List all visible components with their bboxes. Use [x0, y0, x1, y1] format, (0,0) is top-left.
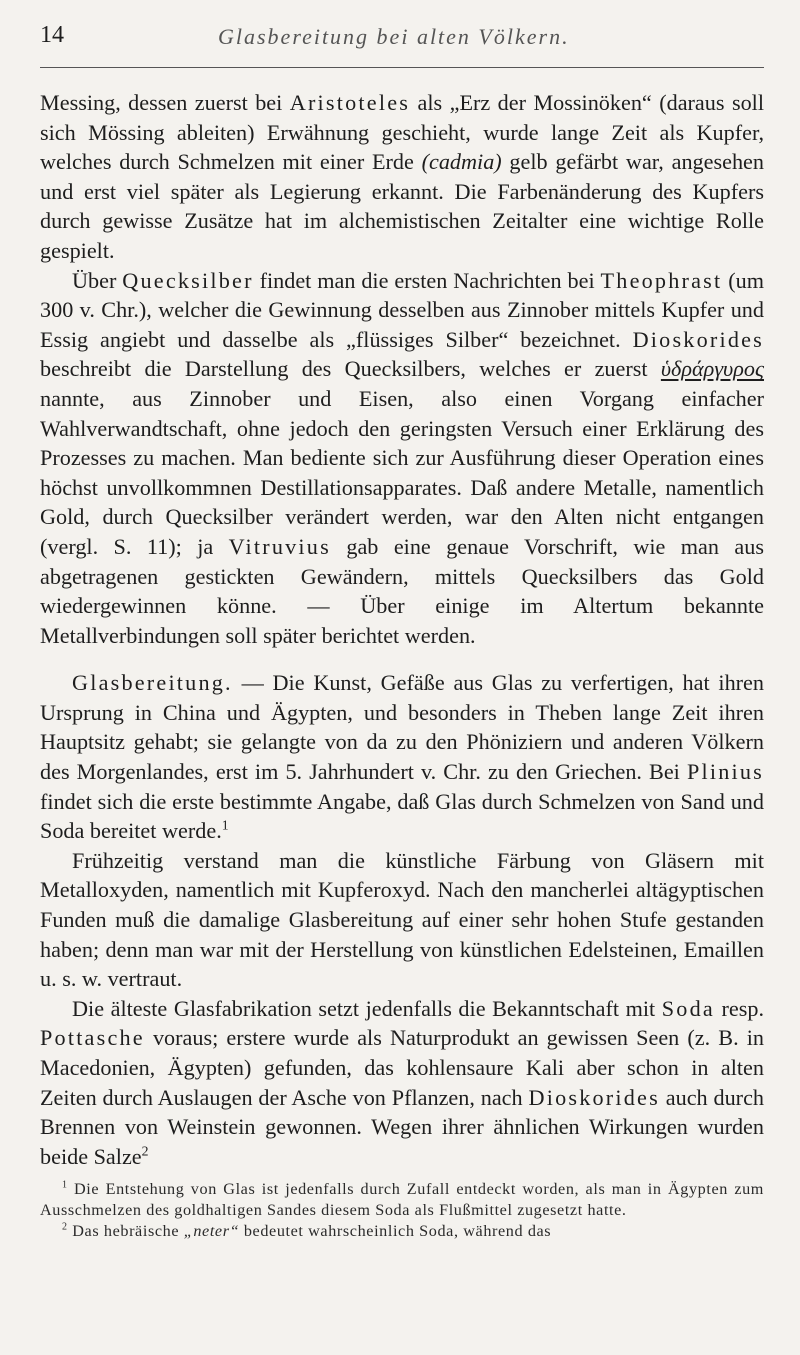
text-run: voraus; erstere wurde als Naturprodukt an gewissen Seen (z. B. in Macedonien, Ägypten) gefunden, das kohlensaure Kali aber schon in alten Zeiten durch Auslaugen der Asche von Pflanzen, nach [40, 1025, 764, 1110]
name-plinius: Plinius [686, 759, 764, 785]
body-text [40, 88, 764, 1171]
text-run: beschreibt die Darstellung des Quecksilbers, welches er zuerst [40, 356, 661, 382]
running-header [40, 12, 764, 68]
footnote-ref-1[interactable]: 1 [221, 817, 229, 833]
text-run: als „Erz der Mossinöken“ (daraus soll sich Mössing ableiten) Erwähnung geschieht, wurde lange Zeit als Kupfer, welches durch Schmelzen mit einer Erde [40, 90, 765, 175]
paragraph-glasbereitung [40, 668, 764, 846]
name-vitruvius: Vitruvius [228, 533, 331, 559]
name-dioskorides: Dioskorides [632, 326, 764, 352]
text-run: (um 300 v. Chr.), welcher die Gewinnung desselben aus Zinnober mittels Kupfer und Essig angiebt und dasselbe als „flüssiges Silber“ bezeichnet. [40, 267, 765, 352]
text-run: — Die Kunst, Gefäße aus Glas zu verfertigen, hat ihren Ursprung in China und Ägypten, und besonders in Theben lange Zeit ihren Hauptsitz gehabt; sie gelangte von da zu den Phöniziern und anderen Völkern des Morgenlandes, erst im 5. Jahrhundert v. Chr. zu den Griechen. Bei [40, 670, 764, 785]
name-dioskorides-2: Dioskorides [528, 1084, 660, 1110]
footnotes [40, 1179, 764, 1242]
paragraph-faerbung [40, 846, 764, 994]
footnote-mark-2: 2 [62, 1221, 68, 1233]
paragraph-quecksilber [40, 266, 764, 651]
text-run: Über [72, 267, 123, 293]
page-number: 14 [40, 22, 64, 48]
text-run: nannte, aus Zinnober und Eisen, also einen Vorgang einfacher Wahlverwandtschaft, ohne jedoch den geringsten Versuch einer Erklärung des Prozesses zu machen. Man bediente sich zur Ausführung dieser Operation eines höchst unvollkommnen Destillationsapparates. Daß andere Metalle, namentlich Gold, durch Quecksilber verändert werden, war den Alten nicht entgangen (vergl. S. 11); ja [40, 385, 764, 559]
paragraph-messing [40, 88, 764, 266]
greek-term: ὑδράργυρος [660, 356, 764, 382]
text-run: gelb gefärbt war, angesehen und erst viel später als Legierung erkannt. Die Farbenänderung des Kupfers durch gewisse Zusätze hat im alchemistischen Zeitalter eine wichtige Rolle gespielt. [40, 149, 764, 263]
footnote-ref-2[interactable]: 2 [141, 1143, 149, 1159]
text-run: gab eine genaue Vorschrift, wie man aus abgetragenen gestickten Gewändern, mittels Quecksilbers das Gold wiedergewinnen könne. — Über einige im Altertum bekannte Metallverbindungen soll später berichtet werden. [40, 533, 764, 648]
text-run: findet sich die erste bestimmte Angabe, daß Glas durch Schmelzen von Sand und Soda bereitet werde. [40, 788, 764, 844]
term-cadmia: (cadmia) [421, 149, 502, 175]
section-heading-glasbereitung: Glasbereitung. [72, 670, 233, 696]
paragraph-glasfabrikation [40, 994, 764, 1172]
text-run: Messing, dessen zuerst bei [40, 90, 290, 115]
text-run: resp. [714, 995, 764, 1021]
term-neter: „neter“ [183, 1222, 240, 1241]
term-pottasche: Pottasche [40, 1025, 145, 1051]
footnote-2 [40, 1221, 764, 1242]
footnote-text: Die Entstehung von Glas ist jedenfalls durch Zufall entdeckt worden, als man in Ägypten zum Ausschmelzen des goldhaltigen Sandes diesem Soda als Flußmittel zugesetzt hatte. [40, 1180, 764, 1220]
text-run: auch durch Brennen von Weinstein gewonnen. Wegen ihrer ähnlichen Wirkungen wurden beide Salze [40, 1084, 765, 1169]
text-run: Die älteste Glasfabrikation setzt jedenfalls die Bekanntschaft mit [72, 995, 662, 1021]
running-title: Glasbereitung bei alten Völkern. [218, 24, 570, 49]
footnote-text: bedeutet wahrscheinlich Soda, während das [239, 1222, 552, 1241]
name-aristoteles: Aristoteles [289, 90, 411, 115]
footnote-1 [40, 1179, 764, 1221]
term-quecksilber: Quecksilber [122, 267, 254, 293]
footnote-mark-1: 1 [62, 1179, 68, 1191]
footnote-text: Das hebräische [67, 1222, 184, 1241]
text-run: Frühzeitig verstand man die künstliche Färbung von Gläsern mit Metalloxyden, namentlich mit Kupferoxyd. Nach den mancherlei altägyptischen Funden muß die damalige Glasbereitung auf einer sehr hohen Stufe gestanden haben; denn man war mit der Herstellung von künstlichen Edelsteinen, Emaillen u. s. w. vertraut. [40, 847, 764, 992]
term-soda: Soda [661, 995, 715, 1021]
text-run: findet man die ersten Nachrichten bei [253, 267, 601, 293]
name-theophrast: Theophrast [600, 267, 723, 293]
